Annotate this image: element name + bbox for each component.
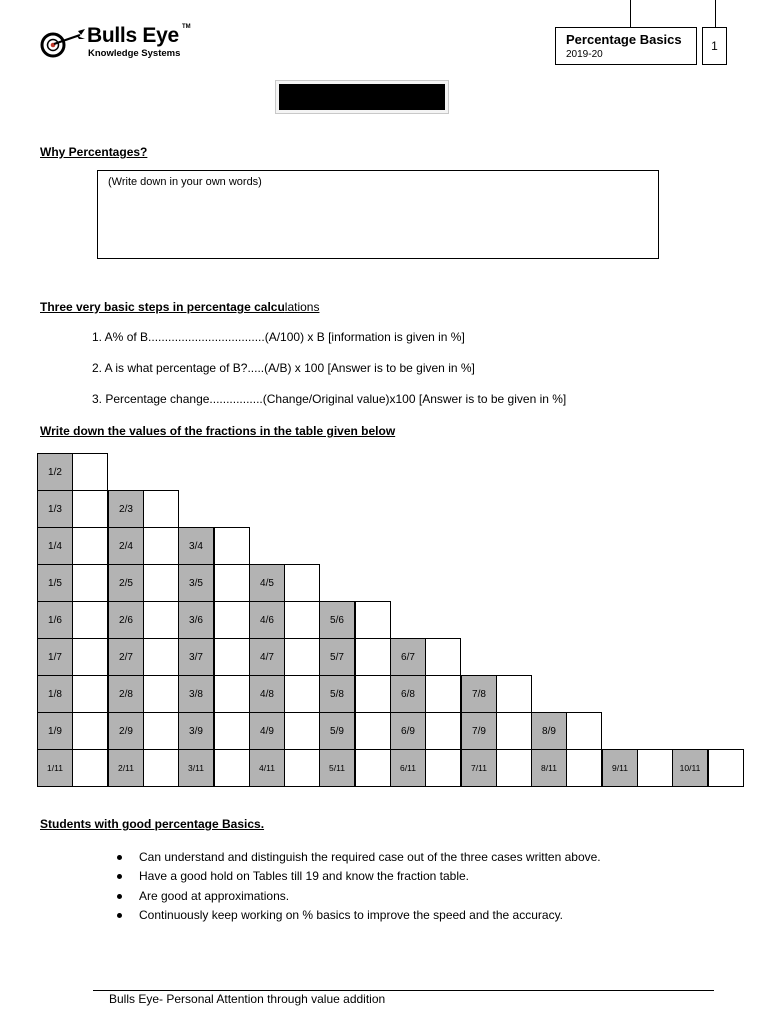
fraction-answer-cell[interactable] <box>143 638 179 676</box>
fraction-label-cell: 2/9 <box>108 712 144 750</box>
fraction-answer-cell[interactable] <box>143 601 179 639</box>
fraction-label-cell: 4/6 <box>249 601 285 639</box>
fraction-answer-cell[interactable] <box>355 675 391 713</box>
fraction-label-cell: 1/9 <box>37 712 73 750</box>
fraction-answer-cell[interactable] <box>496 675 532 713</box>
fraction-answer-cell[interactable] <box>72 527 108 565</box>
fraction-label-cell: 6/8 <box>390 675 426 713</box>
fraction-label-cell: 1/7 <box>37 638 73 676</box>
fraction-answer-cell[interactable] <box>214 564 250 602</box>
fraction-label-cell: 1/5 <box>37 564 73 602</box>
header-rule-right <box>715 0 716 28</box>
fraction-answer-cell[interactable] <box>496 712 532 750</box>
redaction-bar <box>279 84 445 110</box>
fraction-label-cell: 3/6 <box>178 601 214 639</box>
logo-title: Bulls Eye <box>87 24 179 47</box>
fraction-answer-cell[interactable] <box>214 712 250 750</box>
redacted-block <box>275 80 449 114</box>
fraction-label-cell: 1/3 <box>37 490 73 528</box>
fraction-label-cell: 9/11 <box>602 749 638 787</box>
fraction-label-cell: 8/9 <box>531 712 567 750</box>
fraction-label-cell: 2/8 <box>108 675 144 713</box>
fraction-label-cell: 5/9 <box>319 712 355 750</box>
answer-box[interactable] <box>97 170 659 259</box>
fraction-label-cell: 1/11 <box>37 749 73 787</box>
fraction-answer-cell[interactable] <box>214 749 250 787</box>
fraction-label-cell: 4/7 <box>249 638 285 676</box>
fraction-label-cell: 4/11 <box>249 749 285 787</box>
fraction-label-cell: 3/7 <box>178 638 214 676</box>
fraction-answer-cell[interactable] <box>72 712 108 750</box>
document-year: 2019-20 <box>566 49 603 60</box>
fraction-label-cell: 1/2 <box>37 453 73 491</box>
fraction-answer-cell[interactable] <box>637 749 673 787</box>
fraction-label-cell: 2/4 <box>108 527 144 565</box>
step-3: 3. Percentage change................(Change/Original value)x100 [Answer is to be given in %] <box>92 392 567 406</box>
why-heading: Why Percentages? <box>40 145 148 159</box>
fraction-answer-cell[interactable] <box>214 527 250 565</box>
list-item: Can understand and distinguish the required case out of the three cases written above. <box>115 848 601 867</box>
fraction-answer-cell[interactable] <box>72 675 108 713</box>
fraction-label-cell: 10/11 <box>672 749 708 787</box>
logo-trademark: TM <box>182 24 191 30</box>
fraction-answer-cell[interactable] <box>566 712 602 750</box>
fraction-label-cell: 5/7 <box>319 638 355 676</box>
fractions-heading: Write down the values of the fractions in the table given below <box>40 424 396 438</box>
fraction-answer-cell[interactable] <box>214 675 250 713</box>
fraction-answer-cell[interactable] <box>72 453 108 491</box>
document-title: Percentage Basics <box>566 32 682 47</box>
fraction-answer-cell[interactable] <box>143 675 179 713</box>
fraction-label-cell: 5/8 <box>319 675 355 713</box>
fraction-label-cell: 2/11 <box>108 749 144 787</box>
fraction-label-cell: 6/9 <box>390 712 426 750</box>
fraction-label-cell: 1/6 <box>37 601 73 639</box>
fraction-label-cell: 3/5 <box>178 564 214 602</box>
document-title-box <box>555 27 697 65</box>
bullseye-arrow-icon <box>40 24 86 66</box>
list-item: Have a good hold on Tables till 19 and know the fraction table. <box>115 867 601 886</box>
fraction-answer-cell[interactable] <box>566 749 602 787</box>
fraction-label-cell: 4/8 <box>249 675 285 713</box>
fraction-label-cell: 6/7 <box>390 638 426 676</box>
fraction-label-cell: 2/6 <box>108 601 144 639</box>
fraction-answer-cell[interactable] <box>355 749 391 787</box>
fraction-answer-cell[interactable] <box>284 675 320 713</box>
fraction-label-cell: 4/5 <box>249 564 285 602</box>
fraction-answer-cell[interactable] <box>355 638 391 676</box>
fraction-label-cell: 1/8 <box>37 675 73 713</box>
fraction-label-cell: 3/8 <box>178 675 214 713</box>
fraction-answer-cell[interactable] <box>708 749 744 787</box>
fraction-label-cell: 3/9 <box>178 712 214 750</box>
fraction-answer-cell[interactable] <box>72 638 108 676</box>
fraction-answer-cell[interactable] <box>425 638 461 676</box>
step-2: 2. A is what percentage of B?.....(A/B) x 100 [Answer is to be given in %] <box>92 361 475 375</box>
fraction-label-cell: 7/8 <box>461 675 497 713</box>
fraction-label-cell: 3/4 <box>178 527 214 565</box>
fraction-answer-cell[interactable] <box>143 712 179 750</box>
fraction-answer-cell[interactable] <box>72 749 108 787</box>
footer-text: Bulls Eye- Personal Attention through value addition <box>109 992 386 1006</box>
logo-subtitle: Knowledge Systems <box>88 48 181 59</box>
fraction-answer-cell[interactable] <box>425 749 461 787</box>
footer-rule <box>93 990 714 991</box>
fraction-answer-cell[interactable] <box>72 601 108 639</box>
fraction-answer-cell[interactable] <box>284 712 320 750</box>
fraction-answer-cell[interactable] <box>425 675 461 713</box>
fraction-answer-cell[interactable] <box>143 490 179 528</box>
fraction-answer-cell[interactable] <box>143 527 179 565</box>
fraction-answer-cell[interactable] <box>143 564 179 602</box>
fraction-answer-cell[interactable] <box>284 749 320 787</box>
steps-heading <box>40 300 319 314</box>
fraction-label-cell: 2/5 <box>108 564 144 602</box>
fraction-label-cell: 7/11 <box>461 749 497 787</box>
fraction-answer-cell[interactable] <box>284 638 320 676</box>
fraction-label-cell: 6/11 <box>390 749 426 787</box>
fraction-label-cell: 3/11 <box>178 749 214 787</box>
fraction-label-cell: 2/3 <box>108 490 144 528</box>
fraction-answer-cell[interactable] <box>355 712 391 750</box>
page-number: 1 <box>702 27 727 65</box>
fraction-label-cell: 4/9 <box>249 712 285 750</box>
steps-heading-underlined: Three very basic steps in percentage calcu <box>40 300 285 314</box>
fraction-answer-cell[interactable] <box>355 601 391 639</box>
fraction-label-cell: 8/11 <box>531 749 567 787</box>
steps-heading-tail: lations <box>284 300 320 314</box>
fraction-label-cell: 5/6 <box>319 601 355 639</box>
fraction-answer-cell[interactable] <box>72 564 108 602</box>
fraction-label-cell: 7/9 <box>461 712 497 750</box>
answer-box-hint: (Write down in your own words) <box>108 176 262 188</box>
fraction-label-cell: 1/4 <box>37 527 73 565</box>
bulls-eye-logo <box>40 24 200 66</box>
header-rule-left <box>630 0 631 28</box>
fraction-answer-cell[interactable] <box>284 601 320 639</box>
fraction-answer-cell[interactable] <box>284 564 320 602</box>
fraction-answer-cell[interactable] <box>143 749 179 787</box>
step-1: 1. A% of B...................................(A/100) x B [information is given in %] <box>92 330 465 344</box>
fraction-answer-cell[interactable] <box>214 601 250 639</box>
students-heading: Students with good percentage Basics. <box>40 817 265 831</box>
fraction-label-cell: 2/7 <box>108 638 144 676</box>
fraction-label-cell: 5/11 <box>319 749 355 787</box>
fraction-answer-cell[interactable] <box>425 712 461 750</box>
fraction-answer-cell[interactable] <box>496 749 532 787</box>
students-bullet-list <box>115 848 601 925</box>
fraction-answer-cell[interactable] <box>214 638 250 676</box>
list-item: Continuously keep working on % basics to improve the speed and the accuracy. <box>115 906 601 925</box>
fraction-answer-cell[interactable] <box>72 490 108 528</box>
list-item: Are good at approximations. <box>115 887 601 906</box>
